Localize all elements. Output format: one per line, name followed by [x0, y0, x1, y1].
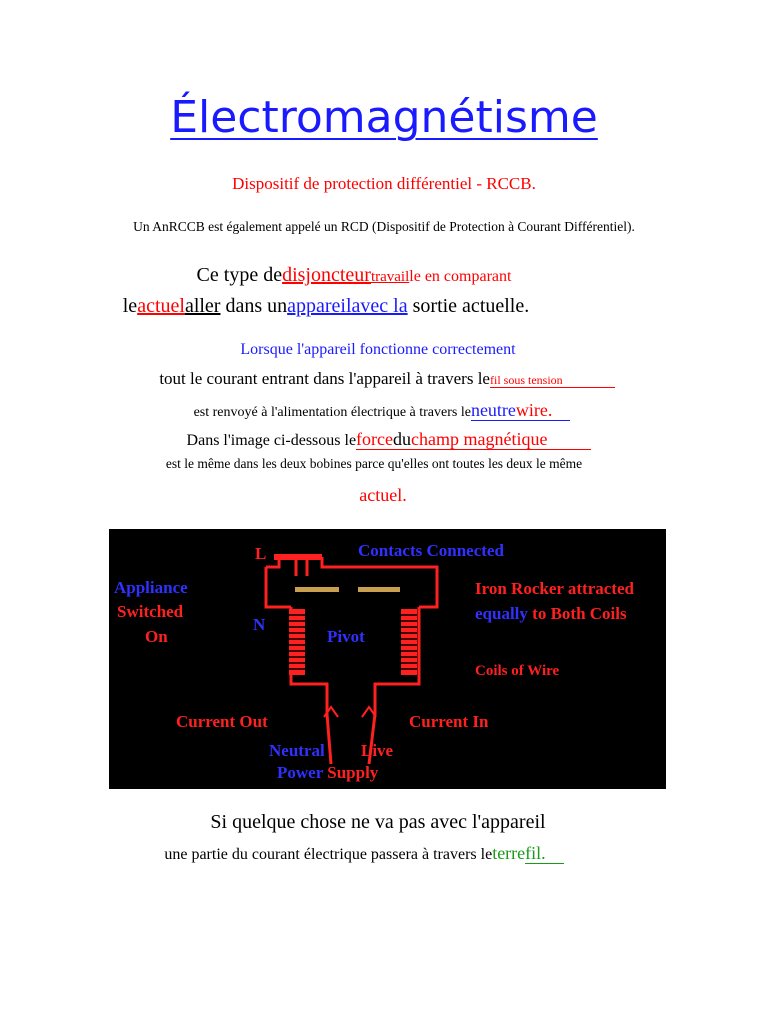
page-title	[0, 92, 768, 143]
fill-neutre: neutre	[470, 400, 516, 420]
page-title-text: Électromagnétisme	[170, 92, 598, 143]
label-power-supply	[277, 763, 379, 782]
label-coils-1: Coils	[475, 663, 508, 679]
fill-avec-la: avec la	[351, 295, 408, 317]
fill-aller: aller	[184, 295, 221, 317]
label-appliance-1: Appliance	[114, 578, 188, 597]
label-current-in: Current In	[409, 712, 489, 731]
para2-line1	[3, 369, 768, 389]
label-iron-2b: to Both Coils	[527, 604, 627, 623]
para2-text-l1: tout le courant entrant dans l'appareil à travers le	[159, 369, 490, 388]
para2-line4: est le même dans les deux bobines parce qu'elles ont toutes les deux le même	[165, 456, 583, 471]
label-power: Power	[277, 763, 324, 782]
para3-line2	[0, 843, 748, 864]
label-contacts-text: Contacts Connected	[358, 541, 504, 560]
subtitle: Dispositif de protection différentiel - RCCB.	[232, 174, 536, 193]
para2-heading: Lorsque l'appareil fonctionne correctement	[240, 341, 516, 358]
para1-text-b4: dans un	[220, 295, 288, 317]
label-contacts	[358, 541, 504, 560]
iron-rocker-left	[295, 587, 339, 592]
fill-terre: terre	[492, 843, 526, 863]
fill-force: force	[356, 429, 394, 449]
top-right-wire	[322, 557, 437, 607]
left-wire	[266, 567, 291, 607]
label-appliance-2: Switched	[117, 602, 184, 621]
left-coil	[289, 609, 305, 675]
para1-line1	[0, 264, 738, 287]
label-appliance-3: On	[145, 627, 168, 646]
label-n: N	[253, 615, 266, 634]
label-current-out: Current Out	[176, 712, 268, 731]
label-coils-3: Wire	[527, 663, 560, 679]
fill-actuel: actuel	[137, 295, 185, 317]
para3-line1: Si quelque chose ne va pas avec l'appareil	[210, 811, 546, 833]
label-coils-2: of	[507, 663, 528, 679]
para1-text-b1: le	[122, 295, 138, 317]
fill-du: du	[393, 429, 412, 449]
rccb-diagram-svg	[109, 529, 666, 789]
label-supply: Supply	[327, 763, 379, 782]
para2-text-l2: est renvoyé à l'alimentation électrique à travers le	[193, 405, 471, 420]
fill-wire: wire.	[516, 400, 570, 421]
right-coil	[401, 609, 417, 675]
fill-fil: fil.	[525, 843, 564, 864]
fill-champ-magnetique: champ magnétique	[411, 429, 591, 450]
rccb-diagram	[109, 529, 666, 789]
label-coils	[475, 663, 560, 679]
para2-line5: actuel.	[359, 485, 407, 505]
fill-appareil: appareil	[287, 295, 352, 317]
para1-line2	[0, 295, 710, 318]
label-neutral: Neutral	[269, 741, 325, 760]
label-iron-2	[475, 604, 627, 623]
para1-text-a4: le en comparant	[409, 268, 512, 285]
fill-disjoncteur: disjoncteur	[282, 264, 371, 286]
label-l: L	[255, 544, 267, 563]
label-iron-2a: equally	[475, 604, 528, 623]
label-pivot: Pivot	[327, 627, 365, 646]
para2-text-l3: Dans l'image ci-dessous le	[186, 432, 357, 449]
para3-text-l2: une partie du courant électrique passera à travers le	[164, 846, 493, 863]
switch-block	[274, 554, 322, 560]
fill-travail: travail	[370, 269, 410, 285]
para1-text-a1: Ce type de	[196, 264, 283, 286]
para1-text-b7: sortie actuelle.	[407, 295, 530, 317]
label-live: Live	[361, 741, 394, 760]
fill-fil-sous-tension: fil sous tension	[490, 373, 615, 388]
label-iron-1: Iron Rocker attracted	[475, 579, 634, 598]
intro-text: Un AnRCCB est également appelé un RCD (Dispositif de Protection à Courant Différentiel).	[133, 219, 635, 234]
para2-line2	[0, 400, 766, 421]
iron-rocker-right	[358, 587, 400, 592]
para2-line3	[5, 429, 768, 450]
